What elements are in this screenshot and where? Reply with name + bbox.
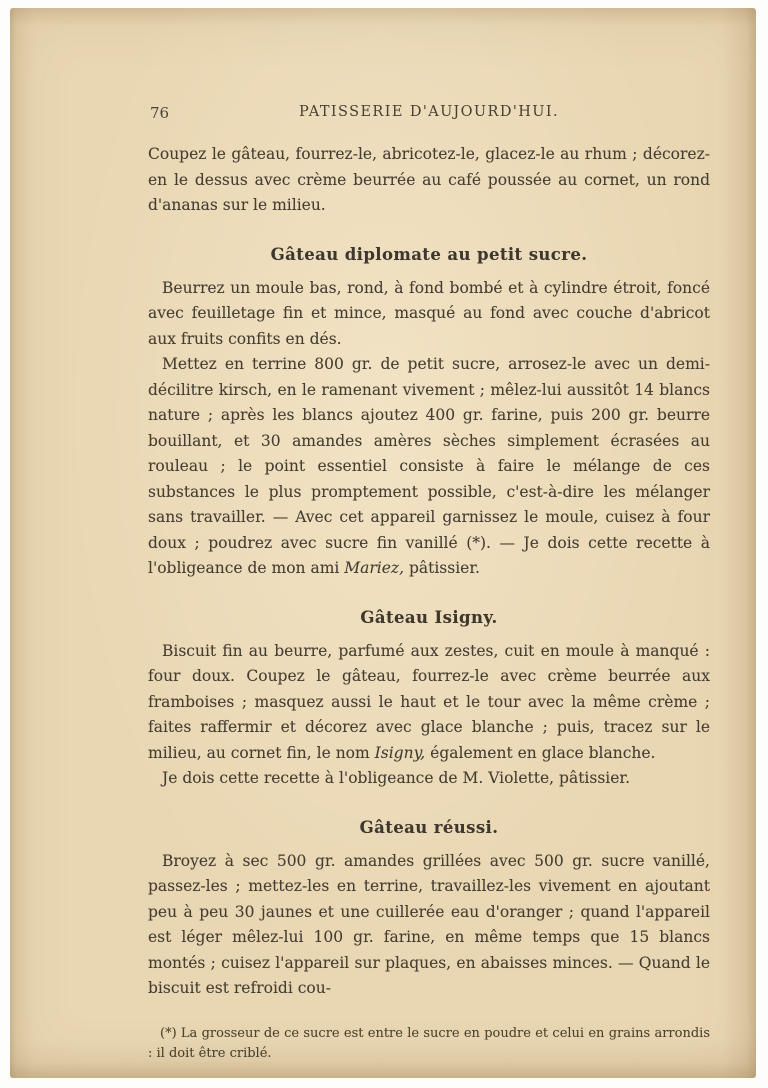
text-segment: (*) La grosseur de ce sucre est entre le sucre en poudre et celui en grains arrondis : il doit être criblé. xyxy=(148,1025,710,1061)
section-heading: Gâteau diplomate au petit sucre. xyxy=(270,244,588,264)
text-segment: Je dois cette recette à l'obligeance de M. Violette, pâtissier. xyxy=(162,769,631,787)
intro-paragraph xyxy=(148,142,710,219)
paragraph xyxy=(148,849,710,1002)
text-segment: également en glace blanche. xyxy=(425,743,656,762)
text-segment: Beurrez un moule bas, rond, à fond bombé et à cylindre étroit, foncé avec feuilletage fin et mince, masqué au fond avec couche d'abricot aux fruits confits en dés. xyxy=(148,278,710,348)
running-title: PATISSERIE D'AUJOURD'HUI. xyxy=(298,104,560,120)
section-heading: Gâteau Isigny. xyxy=(360,607,498,627)
italic-text: Mariez, xyxy=(344,559,405,577)
page-content xyxy=(10,8,756,1078)
text-segment: Broyez à sec 500 gr. amandes grillées avec 500 gr. sucre vanillé, passez-les ; mettez-les en terrine, travaillez-les vivement en ajoutant peu à peu 30 jaunes et une cuillerée eau d'oranger ; quand l'appareil est léger mêlez-lui 100 gr. farine, en même temps que 15 blancs montés ; cuisez l'appareil sur plaques, en abaisses minces. — Quand le biscuit est refroidi cou- xyxy=(148,851,710,997)
italic-text: Isigny, xyxy=(374,743,426,762)
sections-container xyxy=(148,245,710,1002)
footnote xyxy=(148,1024,710,1064)
page-number: 76 xyxy=(150,104,170,122)
paragraph xyxy=(148,352,710,582)
text-segment: Coupez le gâteau, fourrez-le, abricotez-le, glacez-le au rhum ; décorez-en le dessus avec crème beurrée au café poussée au cornet, un rond d'ananas sur le milieu. xyxy=(148,145,710,214)
paragraph xyxy=(148,766,710,792)
page-header xyxy=(148,104,710,126)
paragraph xyxy=(148,276,710,353)
text-segment: Mettez en terrine 800 gr. de petit sucre, arrosez-le avec un demi-décilitre kirsch, en le ramenant vivement ; mêlez-lui aussitôt 14 blancs nature ; après les blancs ajoutez 400 gr. farine, puis 200 gr. beurre bouillant, et 30 amandes amères sèches simplement écrasées au rouleau ; le point essentiel consiste à faire le mélange de ces substances le plus promptement possible, c'est-à-dire les mélanger sans travailler. — Avec cet appareil garnissez le moule, cuisez à four doux ; poudrez avec sucre fin vanillé (*). — Je dois cette recette à l'obligeance de mon ami xyxy=(148,355,710,577)
scanned-page xyxy=(10,8,756,1078)
section-heading: Gâteau réussi. xyxy=(359,817,499,837)
text-segment: pâtissier. xyxy=(404,559,480,577)
text-segment: Biscuit fin au beurre, parfumé aux zestes, cuit en moule à manqué : four doux. Coupez le gâteau, fourrez-le avec crème beurrée aux framboises ; masquez aussi le haut et le tour avec la même crème ; faites raffermir et décorez avec glace blanche ; puis, tracez sur le milieu, au cornet fin, le nom xyxy=(148,641,710,762)
paragraph xyxy=(148,639,710,767)
